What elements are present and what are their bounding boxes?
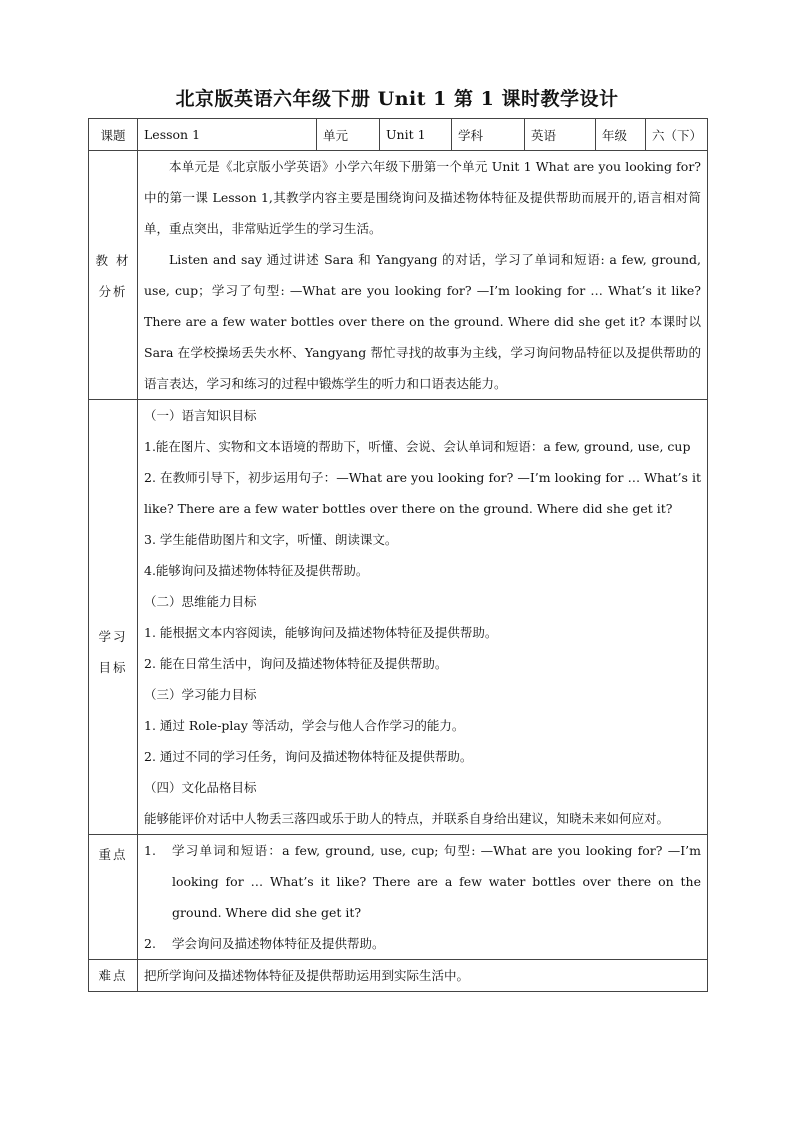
objective-line: 2. 在教师引导下，初步运用句子：—What are you looking for? —I’m looking for … What’s it like? There are a few water bottles over there on the ground. Where did she get it? bbox=[144, 470, 701, 516]
item-number: 1. bbox=[144, 843, 156, 858]
objectives-content bbox=[138, 400, 708, 835]
subject-value: 英语 bbox=[525, 119, 596, 151]
objective-line: 4.能够询问及描述物体特征及提供帮助。 bbox=[144, 563, 369, 578]
item-text: 学会询问及描述物体特征及提供帮助。 bbox=[172, 936, 385, 951]
objectives-label: 学习 目标 bbox=[89, 400, 138, 835]
grade-value: 六（下） bbox=[646, 119, 708, 151]
document-title: 北京版英语六年级下册 Unit 1 第 1 课时教学设计 bbox=[175, 88, 619, 110]
topic-value: Lesson 1 bbox=[138, 119, 317, 151]
analysis-row bbox=[89, 151, 708, 400]
item-number: 2. bbox=[144, 936, 156, 951]
keypoints-row bbox=[89, 835, 708, 960]
difficulty-text: 把所学询问及描述物体特征及提供帮助运用到实际生活中。 bbox=[144, 968, 470, 983]
objective-heading: （四）文化品格目标 bbox=[144, 780, 257, 795]
keypoints-label: 重点 bbox=[89, 835, 138, 960]
list-item bbox=[144, 835, 701, 928]
objective-line: 2. 通过不同的学习任务，询问及描述物体特征及提供帮助。 bbox=[144, 749, 473, 764]
objective-line: 1. 通过 Role-play 等活动，学会与他人合作学习的能力。 bbox=[144, 718, 465, 733]
difficulty-label: 难点 bbox=[89, 960, 138, 992]
objective-line: 2. 能在日常生活中，询问及描述物体特征及提供帮助。 bbox=[144, 656, 448, 671]
unit-label: 单元 bbox=[317, 119, 380, 151]
objective-heading: （二）思维能力目标 bbox=[144, 594, 257, 609]
subject-label: 学科 bbox=[452, 119, 525, 151]
topic-label: 课题 bbox=[89, 119, 138, 151]
list-item bbox=[144, 928, 701, 959]
analysis-label: 教 材 分析 bbox=[89, 151, 138, 400]
objective-line: 3. 学生能借助图片和文字，听懂、朗读课文。 bbox=[144, 532, 398, 547]
keypoints-content bbox=[138, 835, 708, 960]
analysis-content bbox=[138, 151, 708, 400]
objective-heading: （三）学习能力目标 bbox=[144, 687, 257, 702]
analysis-paragraph: Listen and say 通过讲述 Sara 和 Yangyang 的对话，学习了单词和短语: a few, ground, use, cup；学习了句型: —What are you looking for? —I’m looking for … What’s it like? There are a few water bottles over there on the ground. Where did she get it? 本课时以 Sara 在学校操场丢失水杯、Yangyang 帮忙寻找的故事为主线，学习询问物品特征以及提供帮助的语言表达，学习和练习的过程中锻炼学生的听力和口语表达能力。 bbox=[144, 252, 701, 391]
header-row bbox=[89, 119, 708, 151]
lesson-plan-table bbox=[88, 118, 708, 992]
grade-label: 年级 bbox=[596, 119, 646, 151]
difficulty-content bbox=[138, 960, 708, 992]
analysis-paragraph: 本单元是《北京版小学英语》小学六年级下册第一个单元 Unit 1 What are you looking for?中的第一课 Lesson 1,其教学内容主要是围绕询问及描述物体特征及提供帮助而展开的,语言相对简单，重点突出，非常贴近学生的学习生活。 bbox=[144, 159, 701, 236]
item-text: 学习单词和短语：a few, ground, use, cup; 句型: —What are you looking for? —I’m looking for … What’s it like? There are a few water bottles over there on the ground. Where did she get it? bbox=[172, 843, 701, 920]
objective-line: 1.能在图片、实物和文本语境的帮助下，听懂、会说、会认单词和短语：a few, ground, use, cup bbox=[144, 439, 691, 454]
unit-value: Unit 1 bbox=[380, 119, 452, 151]
objective-line: 1. 能根据文本内容阅读，能够询问及描述物体特征及提供帮助。 bbox=[144, 625, 498, 640]
objective-line: 能够能评价对话中人物丢三落四或乐于助人的特点，并联系自身给出建议，知晓未来如何应对。 bbox=[144, 811, 670, 826]
objectives-row bbox=[89, 400, 708, 835]
difficulty-row bbox=[89, 960, 708, 992]
objective-heading: （一）语言知识目标 bbox=[144, 408, 257, 423]
